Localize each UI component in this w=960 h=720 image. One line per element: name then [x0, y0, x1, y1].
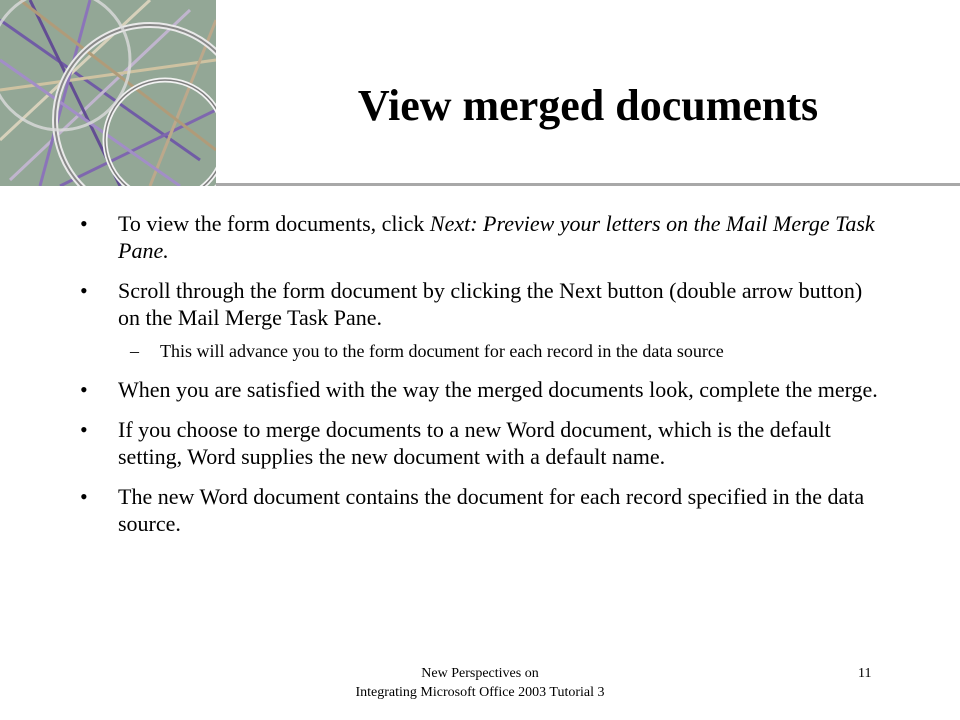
- bullet-emphasis-text: Next: Preview your letters on the Mail Merge Task Pane.: [118, 211, 875, 263]
- slide-title: View merged documents: [357, 81, 819, 130]
- bullet-mark: •: [80, 417, 88, 442]
- bullet-text: Scroll through the form document by clicking the Next button (double arrow button) on the Mail Merge Task Pane.: [118, 278, 863, 330]
- title-divider: [216, 183, 960, 186]
- slide-footer: [300, 664, 660, 702]
- bullet-mark: •: [80, 484, 88, 509]
- bullet-text: The new Word document contains the document for each record specified in the data source.: [118, 484, 865, 536]
- bullet-item: [80, 416, 880, 470]
- corner-decorative-image: [0, 0, 216, 186]
- bullet-mark: •: [80, 278, 88, 303]
- footer-line-2: Integrating Microsoft Office 2003 Tutorial 3: [355, 685, 605, 700]
- wire-sculpture-graphic: [0, 0, 216, 186]
- footer-line-1: New Perspectives on: [421, 666, 539, 681]
- bullet-mark: •: [80, 377, 88, 402]
- page-number: 11: [858, 666, 872, 681]
- bullet-item: [80, 483, 880, 537]
- bullet-text: When you are satisfied with the way the merged documents look, complete the merge.: [118, 377, 878, 402]
- bullet-item: [80, 210, 880, 264]
- sub-bullet-mark: –: [130, 341, 139, 361]
- bullet-text: If you choose to merge documents to a new Word document, which is the default setting, Word supplies the new document with a default name.: [118, 417, 831, 469]
- bullet-mark: •: [80, 211, 88, 236]
- sub-bullet-text: This will advance you to the form document for each record in the data source: [160, 341, 724, 361]
- bullet-text: To view the form documents, click: [118, 211, 430, 236]
- sub-bullet-item: [80, 340, 880, 362]
- bullet-item: [80, 277, 880, 331]
- slide-body: [80, 210, 880, 550]
- bullet-item: [80, 376, 880, 403]
